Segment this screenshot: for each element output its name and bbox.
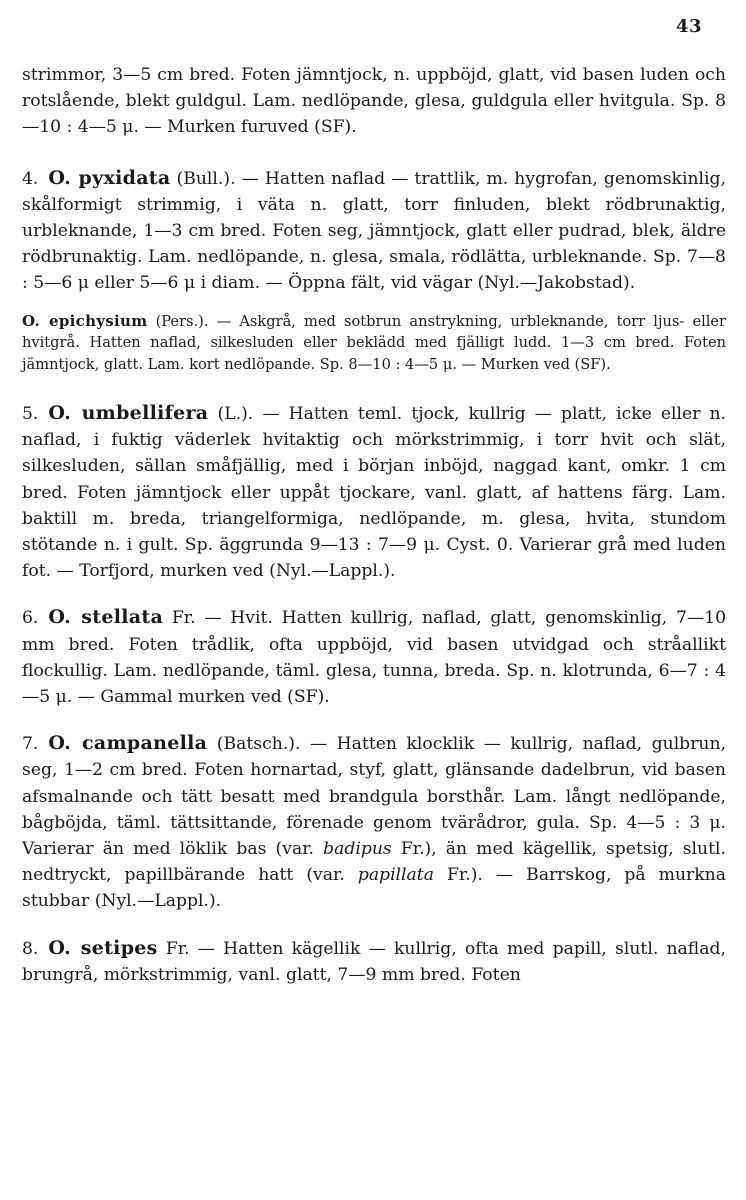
species-name: O. umbellifera <box>48 402 209 425</box>
entry-text: — Askgrå, med sotbrun anstrykning, urbleknande, torr ljus- eller hvitgrå. Hatten naflad, silkesluden eller beklädd med fjälligt ludd. 1—3 cm bred. Foten jämntjock, glatt. Lam. kort nedlöpande. Sp. 8—10 : 4—5 μ. — Murken ved (SF). <box>22 312 727 374</box>
gap <box>22 584 726 604</box>
entry-number: 6. <box>22 608 39 629</box>
species-name: O. epichysium <box>22 311 148 330</box>
gap <box>22 710 726 730</box>
species-name: O. stellata <box>48 606 164 629</box>
species-author: (Bull.). <box>176 168 236 189</box>
gap <box>22 376 726 400</box>
species-name: O. pyxidata <box>48 166 171 189</box>
intro-paragraph <box>22 62 726 141</box>
gap <box>22 915 726 935</box>
entry-text: — Hatten naflad — trattlik, m. hygrofan, genomskinlig, skålformigt strimmig, i väta n. glatt, torr finluden, blekt rödbrunaktig, urbleknande, 1—3 cm bred. Foten seg, jämntjock, glatt eller pudrad, blek, äldre rödbrunaktig. Lam. nedlöpande, n. glesa, smala, rödlätta, urbleknande. Sp. 7—8 : 5—6 μ eller 5—6 μ i diam. — Öppna fält, vid vägar (Nyl.—Jakobstad). <box>22 168 726 294</box>
gap <box>22 141 726 165</box>
entry-epichysium <box>22 311 726 376</box>
entry-setipes <box>22 935 726 988</box>
entry-number: 5. <box>22 404 39 425</box>
species-author: Fr. <box>171 608 196 629</box>
entry-umbellifera <box>22 400 726 584</box>
gap <box>22 297 726 311</box>
variety-name: papillata <box>357 865 434 886</box>
entry-text: — Hatten teml. tjock, kullrig — platt, icke eller n. naflad, i fuktig väderlek hvitaktig och mörkstrimmig, i torr hvit och slät, silkesluden, sällan småfjällig, med i början inböjd, naggad kant, omkr. 1 cm bred. Foten jämntjock eller uppåt tjockare, vanl. glatt, af hattens färg. Lam. baktill m. breda, triangelformiga, nedlöpande, m. glesa, hvita, stundom stötande n. i gult. Sp. äggrunda 9—13 : 7—9 μ. Cyst. 0. Varierar grå med luden fot. — Torfjord, murken ved (Nyl.—Lappl.). <box>22 404 727 582</box>
species-author: (L.). <box>217 404 254 425</box>
species-name: O. setipes <box>48 936 158 959</box>
entry-number: 7. <box>22 734 39 755</box>
entry-pyxidata <box>22 165 726 297</box>
entry-number: 8. <box>22 938 39 959</box>
variety-name: badipus <box>323 839 392 860</box>
species-author: (Pers.). <box>155 312 209 330</box>
intro-text: strimmor, 3—5 cm bred. Foten jämntjock, n. uppböjd, glatt, vid basen luden och rotslående, blekt guldgul. Lam. nedlöpande, glesa, guldgula eller hvitgula. Sp. 8—10 : 4—5 μ. — Murken furuved (SF). <box>22 65 726 138</box>
entry-text: Fr.). — Barrskog, på murkna stubbar (Nyl.—Lappl.). <box>22 865 726 912</box>
entry-campanella <box>22 730 726 914</box>
entry-text: Fr.), än med kägellik, spetsig, slutl. nedtryckt, papillbärande hatt (var. <box>22 839 726 886</box>
page-number: 43 <box>675 16 702 37</box>
top-margin <box>22 14 726 62</box>
species-author: (Batsch.). <box>216 734 301 755</box>
entry-stellata <box>22 604 726 710</box>
entry-number: 4. <box>22 168 39 189</box>
entry-text: — Hatten klocklik — kullrig, naflad, gulbrun, seg, 1—2 cm bred. Foten hornartad, styf, glatt, glänsande dadelbrun, vid basen afsmalnande och tätt besatt med brandgula borsthår. Lam. långt nedlöpande, bågböjda, täml. tättsittande, förenade genom tvärådror, gula. Sp. 4—5 : 3 μ. Varierar än med löklik bas (var. <box>22 734 727 860</box>
entry-text: — Hvit. Hatten kullrig, naflad, glatt, genomskinlig, 7—10 mm bred. Foten trådlik, ofta uppböjd, vid basen utvidgad och stråallikt flockullig. Lam. nedlöpande, täml. glesa, tunna, breda. Sp. n. klotrunda, 6—7 : 4—5 μ. — Gammal murken ved (SF). <box>22 608 727 708</box>
species-name: O. campanella <box>48 732 208 755</box>
species-author: Fr. <box>165 938 190 959</box>
entry-text: — Hatten kägellik — kullrig, ofta med papill, slutl. naflad, brungrå, mörkstrimmig, vanl. glatt, 7—9 mm bred. Foten <box>22 938 726 985</box>
